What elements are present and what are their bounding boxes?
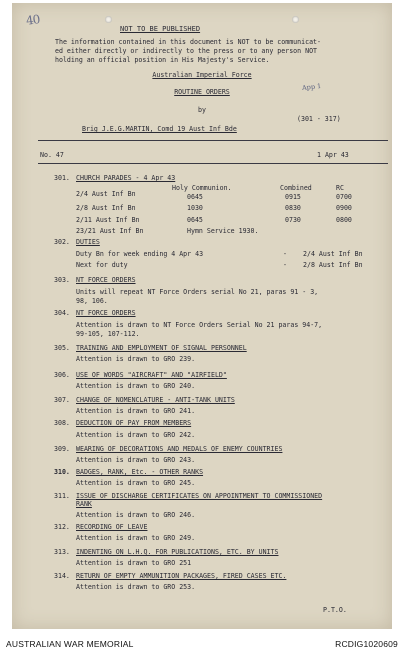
item-text: Attention is drawn to GRO 243.: [76, 456, 196, 464]
appendix-note: App 1: [301, 82, 322, 92]
parade-holy-time: 0645: [187, 216, 203, 224]
item-heading: BADGES, RANK, Etc. - OTHER RANKS: [76, 468, 204, 476]
item-text: 99-105, 107-112.: [76, 330, 140, 338]
serial-range: (301 - 317): [297, 115, 341, 123]
duty-unit: 2/8 Aust Inf Bn: [303, 261, 363, 269]
item-text: Attention is drawn to GRO 241.: [76, 407, 196, 415]
duty-dash: -: [283, 261, 287, 269]
item-heading: ISSUE OF DISCHARGE CERTIFICATES ON APPOINTMENT TO COMMISSIONED: [76, 492, 323, 500]
item-heading: CHANGE OF NOMENCLATURE - ANTI-TANK UNITS: [76, 396, 235, 404]
parade-unit: 2/4 Aust Inf Bn: [76, 190, 136, 198]
by-line: by: [198, 106, 206, 114]
item-number: 302.: [54, 238, 70, 246]
item-heading: RECORDING OF LEAVE: [76, 523, 148, 531]
parade-combined-time: 0830: [285, 204, 301, 212]
item-number: 304.: [54, 309, 70, 317]
handwritten-page-number: 40: [25, 12, 41, 28]
item-text: Attention is drawn to GRO 245.: [76, 479, 196, 487]
document-title: ROUTINE ORDERS: [174, 88, 230, 96]
item-text: Attention is drawn to NT Force Orders Serial No 21 paras 94-7,: [76, 321, 323, 329]
item-heading: RETURN OF EMPTY AMMUNITION PACKAGES, FIRED CASES ETC.: [76, 572, 287, 580]
parade-rc-time: 0700: [336, 193, 352, 201]
item-number: 306.: [54, 371, 70, 379]
item-number: 311.: [54, 492, 70, 500]
parade-unit: 2/11 Aust Inf Bn: [76, 216, 140, 224]
item-heading: NT FORCE ORDERS: [76, 276, 136, 284]
order-number: No. 47: [40, 151, 64, 159]
document-page: [12, 3, 392, 629]
item-number: 313.: [54, 548, 70, 556]
item-heading: WEARING OF DECORATIONS AND MEDALS OF ENEMY COUNTRIES: [76, 445, 283, 453]
item-heading: CHURCH PARADES - 4 Apr 43: [76, 174, 176, 182]
parade-unit: 23/21 Aust Inf Bn: [76, 227, 144, 235]
column-header-rc: RC: [336, 184, 344, 192]
pto-note: P.T.O.: [323, 606, 347, 614]
duty-label: Duty Bn for week ending 4 Apr 43: [76, 250, 204, 258]
item-text: Attention is drawn to GRO 249.: [76, 534, 196, 542]
item-text: Attention is drawn to GRO 242.: [76, 431, 196, 439]
item-number: 309.: [54, 445, 70, 453]
punch-hole-right: [292, 16, 299, 23]
item-number: 307.: [54, 396, 70, 404]
column-header-combined: Combined: [280, 184, 312, 192]
parade-holy-time: 1030: [187, 204, 203, 212]
punch-hole-left: [105, 16, 112, 23]
parade-rc-time: 0800: [336, 216, 352, 224]
item-text: Attention is drawn to GRO 253.: [76, 583, 196, 591]
issuer: Brig J.E.G.MARTIN, Comd 19 Aust Inf Bde: [82, 125, 237, 133]
restriction-heading: NOT TO BE PUBLISHED: [120, 25, 201, 33]
parade-combined-time: 0915: [285, 193, 301, 201]
column-header-holy-communion: Holy Communion.: [172, 184, 232, 192]
header-rule-top: [38, 140, 388, 141]
notice-line-2: ed either directly or indirectly to the press or to any person NOT: [55, 47, 318, 55]
item-text: Units will repeat NT Force Orders serial No 21, paras 91 - 3,: [76, 288, 319, 296]
notice-line-3: holding an official position in His Majesty's Service.: [55, 56, 270, 64]
parade-holy-time: 0645: [187, 193, 203, 201]
item-heading: INDENTING ON L.H.Q. FOR PUBLICATIONS, ETC. BY UNITS: [76, 548, 279, 556]
item-heading: TRAINING AND EMPLOYMENT OF SIGNAL PERSONNEL: [76, 344, 247, 352]
archive-footer: [0, 633, 404, 654]
item-heading: DEDUCTION OF PAY FROM MEMBERS: [76, 419, 192, 427]
item-number: 314.: [54, 572, 70, 580]
item-number: 310.: [54, 468, 70, 476]
parade-rc-time: 0900: [336, 204, 352, 212]
force-name: Australian Imperial Force: [152, 71, 252, 79]
parade-unit: 2/8 Aust Inf Bn: [76, 204, 136, 212]
notice-line-1: The information contained in this document is NOT to be communicat-: [55, 38, 321, 46]
item-number: 308.: [54, 419, 70, 427]
item-number: 312.: [54, 523, 70, 531]
item-text: Attention is drawn to GRO 246.: [76, 511, 196, 519]
item-text: Attention is drawn to GRO 251: [76, 559, 192, 567]
archive-record-id: RCDIG1020609: [335, 639, 398, 649]
item-heading: NT FORCE ORDERS: [76, 309, 136, 317]
header-rule-bottom: [38, 163, 388, 164]
item-text: 98, 106.: [76, 297, 108, 305]
item-heading-continued: RANK: [76, 500, 92, 508]
archive-name: AUSTRALIAN WAR MEMORIAL: [6, 639, 134, 649]
parade-combined-time: 0730: [285, 216, 301, 224]
duty-dash: -: [283, 250, 287, 258]
item-number: 305.: [54, 344, 70, 352]
item-heading: DUTIES: [76, 238, 100, 246]
order-date: 1 Apr 43: [317, 151, 349, 159]
item-heading: USE OF WORDS "AIRCRAFT" AND "AIRFIELD": [76, 371, 227, 379]
item-text: Attention is drawn to GRO 239.: [76, 355, 196, 363]
duty-label: Next for duty: [76, 261, 128, 269]
item-number: 301.: [54, 174, 70, 182]
duty-unit: 2/4 Aust Inf Bn: [303, 250, 363, 258]
parade-hymn-service: Hymn Service 1930.: [187, 227, 259, 235]
item-number: 303.: [54, 276, 70, 284]
item-text: Attention is drawn to GRO 240.: [76, 382, 196, 390]
